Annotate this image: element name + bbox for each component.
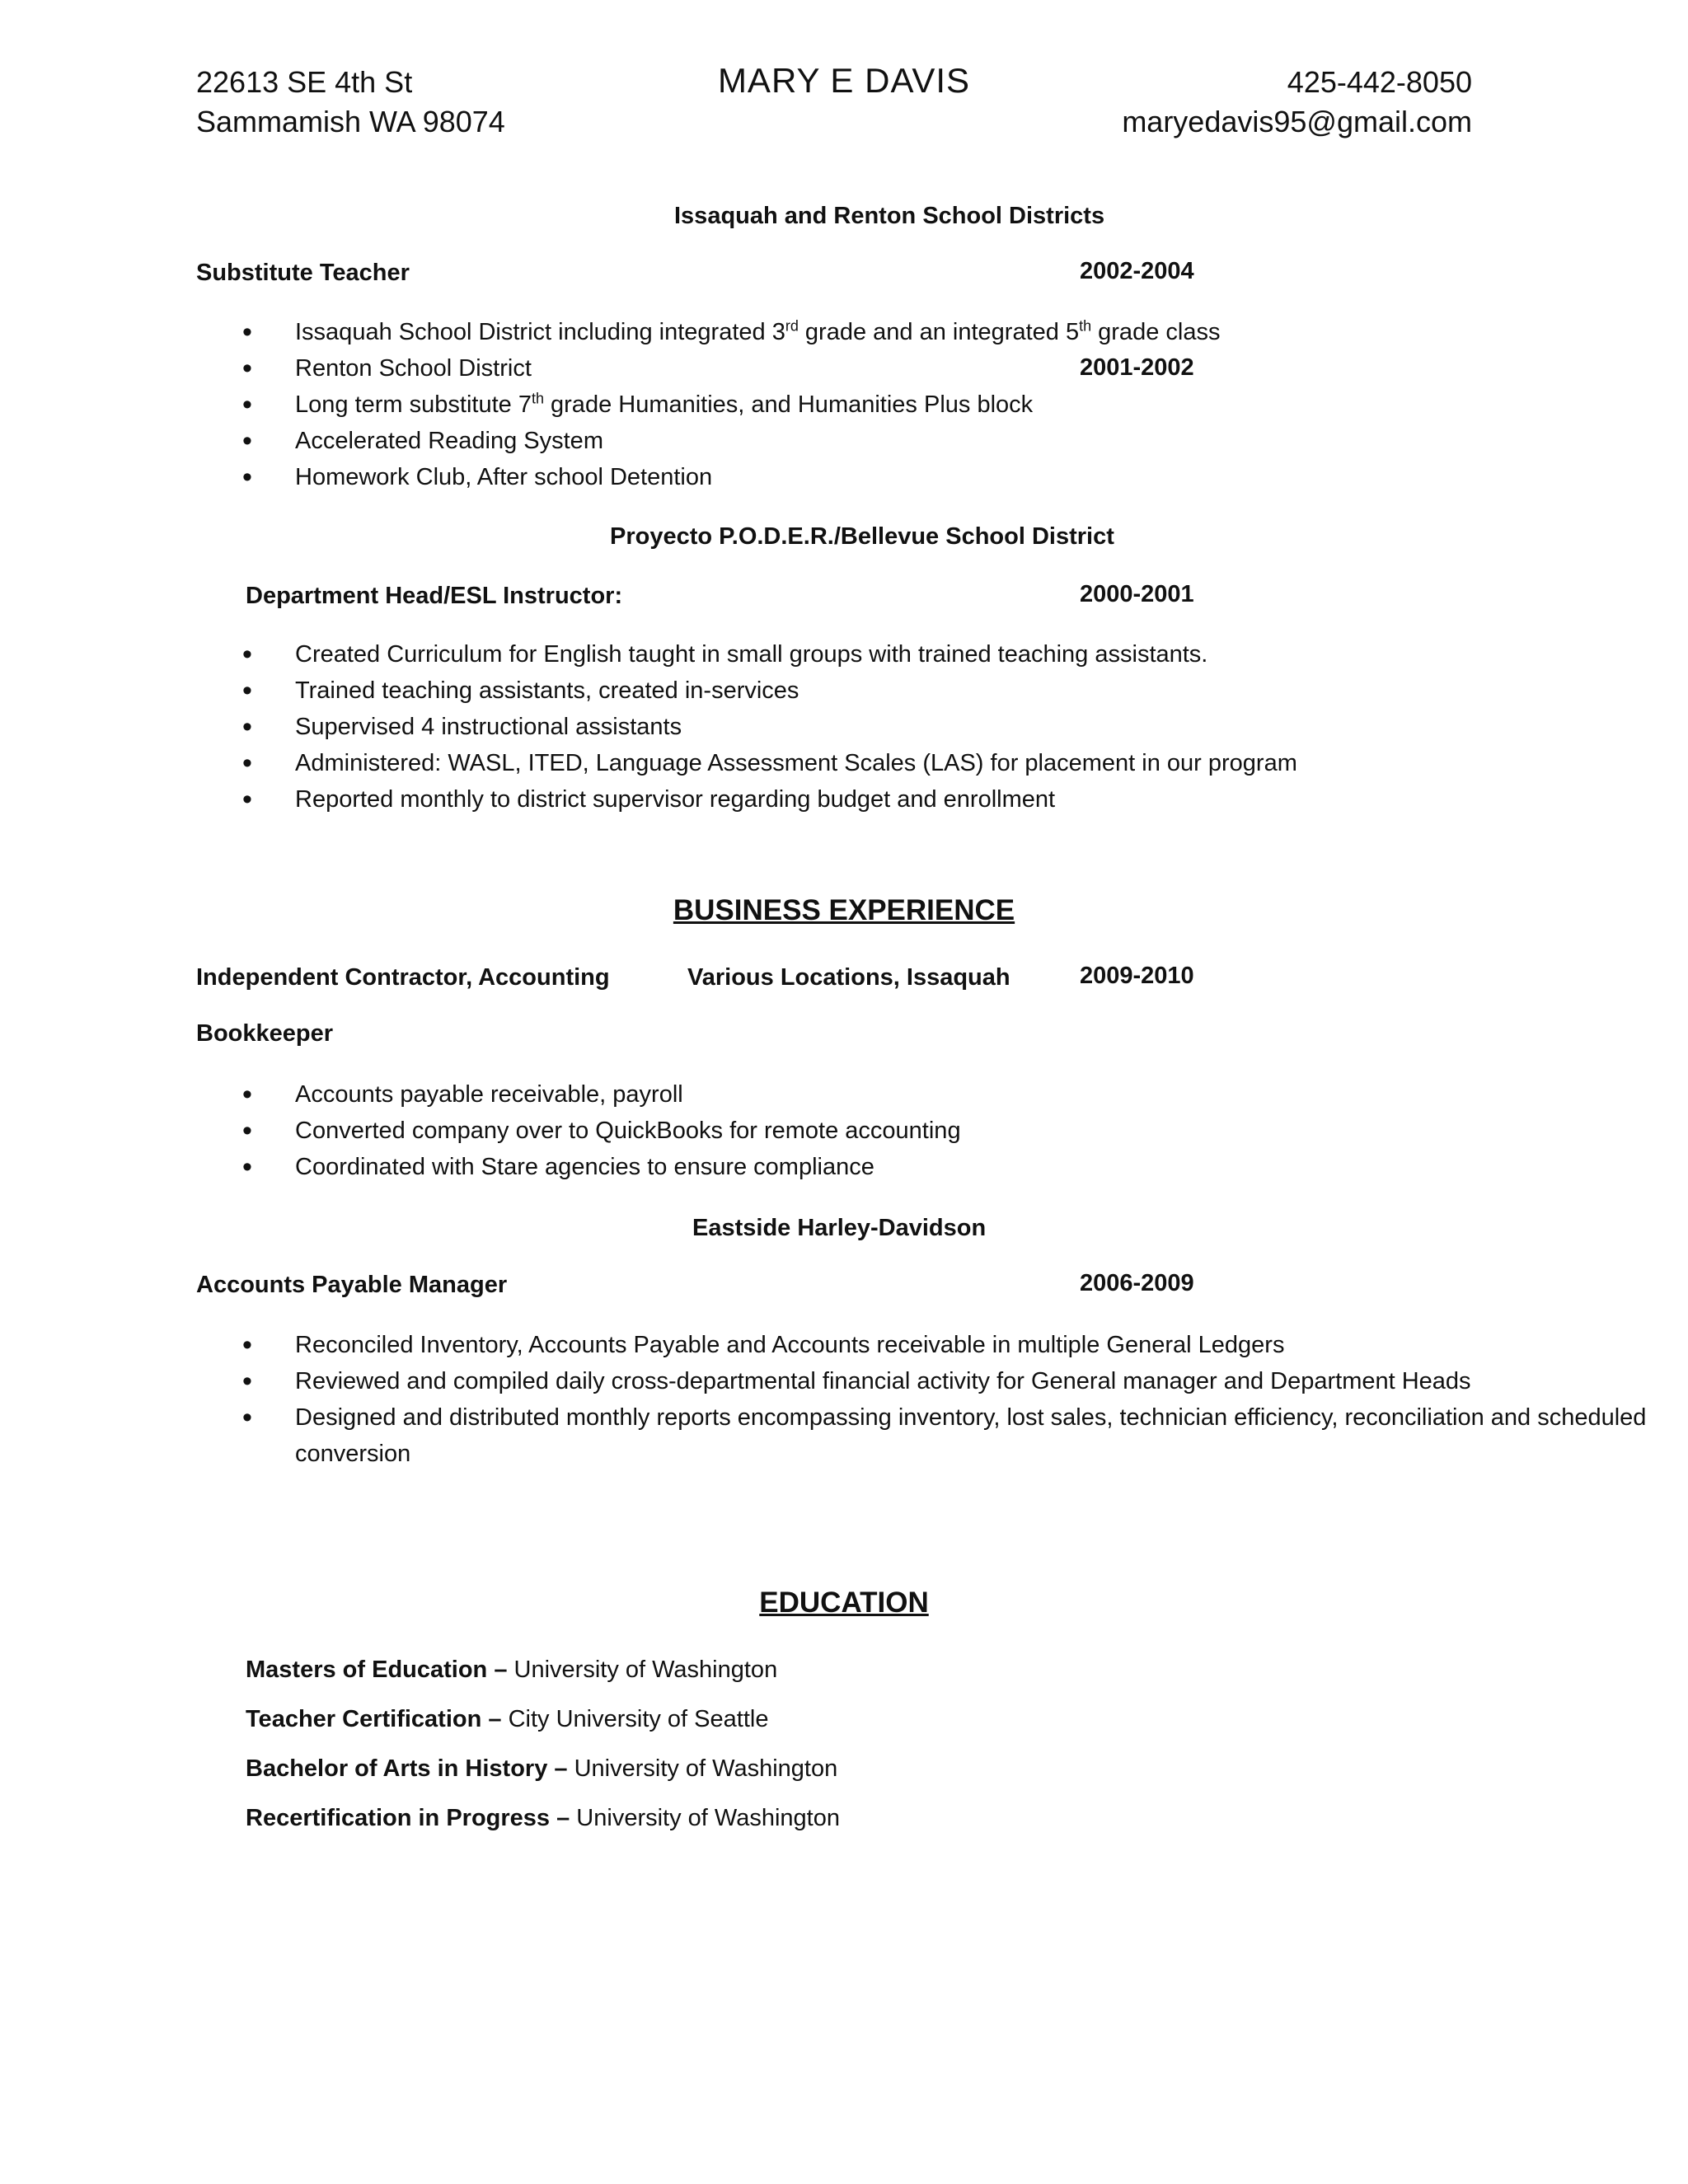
list-item: • Reviewed and compiled daily cross-departmental financial activity for General manager and Department Heads: [196, 1363, 1688, 1399]
address-line1: 22613 SE 4th St: [196, 65, 413, 99]
job-title-ap-manager: Accounts Payable Manager: [196, 1272, 508, 1298]
job-title-department-head: Department Head/ESL Instructor:: [246, 583, 623, 609]
job-dates-renton: 2001-2002: [1080, 354, 1194, 381]
email-address: maryedavis95@gmail.com: [1122, 105, 1472, 138]
section-heading-education: EDUCATION: [759, 1586, 929, 1619]
org-proyecto-poder: Proyecto P.O.D.E.R./Bellevue School District: [610, 523, 1114, 550]
job-title-independent-contractor: Independent Contractor, Accounting: [196, 964, 610, 991]
list-item: • Homework Club, After school Detention: [196, 459, 1220, 495]
list-item: • Administered: WASL, ITED, Language Assessment Scales (LAS) for placement in our program: [196, 745, 1297, 781]
list-item: • Created Curriculum for English taught in small groups with trained teaching assistants.: [196, 636, 1297, 673]
list-item: • Renton School District: [196, 350, 1220, 387]
list-item: • Accelerated Reading System: [196, 423, 1220, 459]
section-heading-business: BUSINESS EXPERIENCE: [673, 894, 1015, 926]
job-dates-contractor: 2009-2010: [1080, 963, 1194, 989]
list-item: • Trained teaching assistants, created in-services: [196, 673, 1297, 709]
list-item: • Supervised 4 instructional assistants: [196, 709, 1297, 745]
list-item: • Long term substitute 7th grade Humanities, and Humanities Plus block: [196, 387, 1220, 423]
job-location-issaquah: Various Locations, Issaquah: [687, 964, 1010, 991]
education-item: Bachelor of Arts in History – University of Washington: [246, 1755, 838, 1782]
org-issaquah-renton: Issaquah and Renton School Districts: [674, 203, 1105, 229]
list-item: • Reported monthly to district supervisor regarding budget and enrollment: [196, 781, 1297, 818]
education-item: Recertification in Progress – University of Washington: [246, 1805, 840, 1831]
candidate-name: MARY E DAVIS: [717, 61, 971, 100]
job-dates-substitute: 2002-2004: [1080, 258, 1194, 284]
job-role-bookkeeper: Bookkeeper: [196, 1020, 334, 1047]
org-eastside-harley: Eastside Harley-Davidson: [692, 1215, 987, 1241]
address-line2: Sammamish WA 98074: [196, 105, 505, 138]
ap-manager-duties-list: [196, 1327, 1688, 1472]
department-head-duties-list: [196, 636, 1297, 818]
bookkeeper-duties-list: [196, 1076, 961, 1185]
list-item: • Converted company over to QuickBooks for remote accounting: [196, 1113, 961, 1149]
education-item: Teacher Certification – City University of Seattle: [246, 1706, 769, 1732]
education-item: Masters of Education – University of Washington: [246, 1657, 778, 1683]
list-item: • Issaquah School District including integrated 3rd grade and an integrated 5th grade class: [196, 314, 1220, 350]
list-item: • Reconciled Inventory, Accounts Payable and Accounts receivable in multiple General Ledgers: [196, 1327, 1688, 1363]
job-title-substitute-teacher: Substitute Teacher: [196, 260, 410, 286]
list-item: • Designed and distributed monthly reports encompassing inventory, lost sales, technician efficiency, reconciliation and scheduled conversion: [196, 1399, 1688, 1472]
list-item: • Coordinated with Stare agencies to ensure compliance: [196, 1149, 961, 1185]
phone-number: 425-442-8050: [1287, 65, 1472, 99]
list-item: • Accounts payable receivable, payroll: [196, 1076, 961, 1113]
job-dates-ap-manager: 2006-2009: [1080, 1270, 1194, 1296]
substitute-duties-list: [196, 314, 1220, 495]
job-dates-department-head: 2000-2001: [1080, 581, 1194, 607]
